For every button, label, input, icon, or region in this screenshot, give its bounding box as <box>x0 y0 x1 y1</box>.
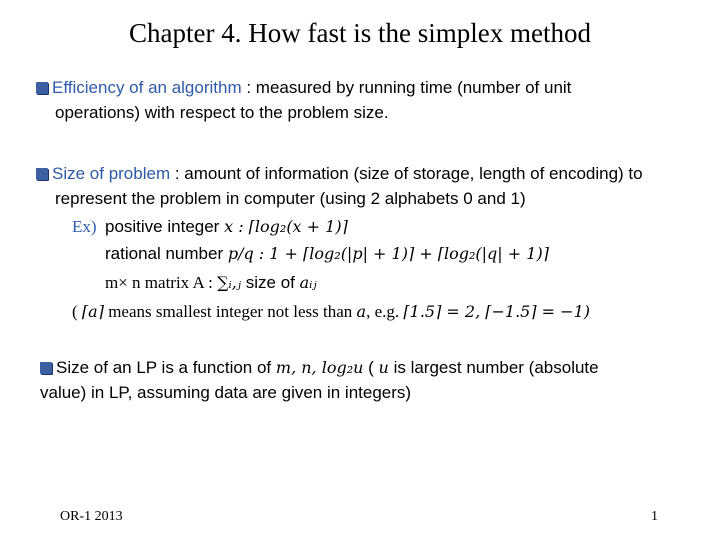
bullet-2-line-1 <box>36 164 643 184</box>
size-definition: : amount of information (size of storage, length of encoding) to <box>170 164 643 183</box>
example-positive-integer: positive integer x : ⌈log₂(x + 1)⌉ <box>105 217 348 236</box>
matrix-entry: aᵢⱼ <box>299 273 317 292</box>
square-bullet-icon <box>36 82 48 94</box>
efficiency-definition: : measured by running time (number of unit <box>241 78 572 97</box>
slide-title: Chapter 4. How fast is the simplex method <box>129 18 591 48</box>
u-variable: u <box>378 358 389 377</box>
bullet-1-line-2: operations) with respect to the problem size. <box>55 103 389 122</box>
sum-symbol: ∑ᵢ,ⱼ <box>217 273 242 292</box>
rational-number-formula: p/q : 1 + ⌈log₂(|p| + 1)⌉ + ⌈log₂(|q| + 1)⌉ <box>227 244 549 263</box>
bullet-1-line-1 <box>36 78 571 98</box>
lp-size-variables: m, n, log₂u <box>275 358 364 377</box>
bullet-3-line-1: Size of an LP is a function of m, n, log₂u ( u is largest number (absolute <box>40 358 599 378</box>
ceiling-note: ( ⌈a⌉ means smallest integer not less than a, e.g. ⌈1.5⌉ = 2, ⌈−1.5⌉ = −1) <box>72 302 590 321</box>
bullet-3-line-2: value) in LP, assuming data are given in integers) <box>40 383 412 402</box>
positive-integer-formula: x : ⌈log₂(x + 1)⌉ <box>224 217 348 236</box>
square-bullet-icon <box>40 362 52 374</box>
footer-course: OR-1 2013 <box>60 509 123 524</box>
example-rational-number: rational number p/q : 1 + ⌈log₂(|p| + 1)⌉ + ⌈log₂(|q| + 1)⌉ <box>105 244 549 263</box>
bullet-2-line-2: represent the problem in computer (using 2 alphabets 0 and 1) <box>55 189 526 208</box>
page-number: 1 <box>651 509 658 524</box>
example-label: Ex) <box>72 217 97 236</box>
size-term: Size of problem <box>52 164 171 183</box>
ceiling-examples: ⌈1.5⌉ = 2, ⌈−1.5⌉ = −1) <box>403 302 590 321</box>
example-matrix: m× n matrix A : ∑ᵢ,ⱼ size of aᵢⱼ <box>105 273 317 292</box>
square-bullet-icon <box>36 168 48 180</box>
efficiency-term: Efficiency of an algorithm <box>52 78 242 97</box>
